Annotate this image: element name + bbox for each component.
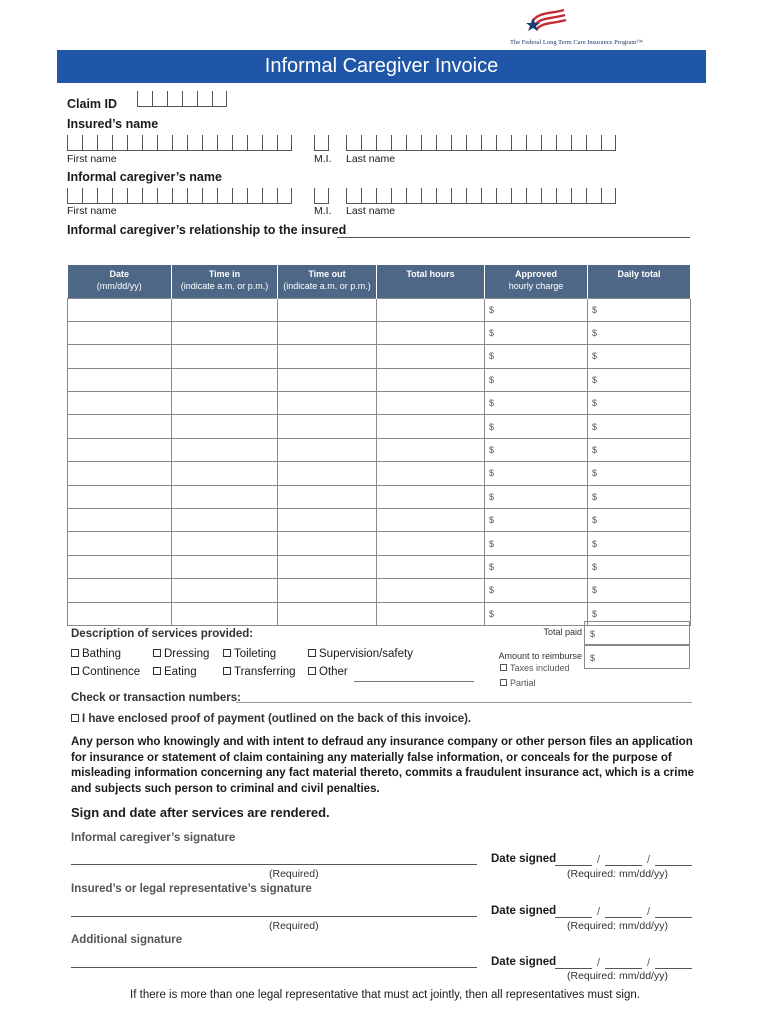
caregiver-signature-label: Informal caregiver’s signature xyxy=(71,832,236,844)
insured-first-name-label: First name xyxy=(67,153,117,165)
cell-hourly-charge[interactable]: $ xyxy=(485,602,588,625)
cell-total-hours[interactable] xyxy=(377,579,485,602)
cell-total-hours[interactable] xyxy=(377,321,485,344)
cell-time-out[interactable] xyxy=(278,345,377,368)
table-row xyxy=(68,532,691,555)
cell-hourly-charge[interactable]: $ xyxy=(485,345,588,368)
cell-daily-total[interactable]: $ xyxy=(588,298,691,321)
cell-date[interactable] xyxy=(68,579,172,602)
table-row xyxy=(68,555,691,578)
caregiver-mi-field[interactable] xyxy=(314,188,329,204)
cell-time-out[interactable] xyxy=(278,321,377,344)
additional-signature-label: Additional signature xyxy=(71,934,183,946)
cell-total-hours[interactable] xyxy=(377,509,485,532)
caregiver-name-label: Informal caregiver’s name xyxy=(67,170,222,184)
caregiver-date-required: (Required: mm/dd/yy) xyxy=(567,868,668,880)
service-eating-checkbox[interactable]: Eating xyxy=(153,666,197,678)
cell-time-out[interactable] xyxy=(278,485,377,508)
cell-time-in[interactable] xyxy=(172,602,278,625)
table-row xyxy=(68,415,691,438)
check-numbers-field[interactable] xyxy=(236,702,692,703)
table-row xyxy=(68,438,691,461)
caregiver-mi-label: M.I. xyxy=(314,205,332,217)
cell-hourly-charge[interactable]: $ xyxy=(485,509,588,532)
cell-daily-total[interactable]: $ xyxy=(588,509,691,532)
cell-date[interactable] xyxy=(68,438,172,461)
cell-hourly-charge[interactable]: $ xyxy=(485,368,588,391)
service-other-field[interactable] xyxy=(354,681,474,682)
cell-daily-total[interactable]: $ xyxy=(588,321,691,344)
table-row xyxy=(68,345,691,368)
cell-daily-total[interactable]: $ xyxy=(588,579,691,602)
cell-time-in[interactable] xyxy=(172,485,278,508)
cell-daily-total[interactable]: $ xyxy=(588,345,691,368)
additional-date-field[interactable]: / / xyxy=(555,957,692,969)
amount-reimburse-label: Amount to reimburse xyxy=(498,651,582,661)
caregiver-signature-required: (Required) xyxy=(269,868,319,880)
cell-hourly-charge[interactable]: $ xyxy=(485,321,588,344)
caregiver-first-name-label: First name xyxy=(67,205,117,217)
cell-date[interactable] xyxy=(68,532,172,555)
cell-time-in[interactable] xyxy=(172,392,278,415)
cell-daily-total[interactable]: $ xyxy=(588,532,691,555)
cell-date[interactable] xyxy=(68,321,172,344)
cell-total-hours[interactable] xyxy=(377,392,485,415)
cell-time-in[interactable] xyxy=(172,368,278,391)
cell-time-in[interactable] xyxy=(172,532,278,555)
insured-mi-field[interactable] xyxy=(314,135,329,151)
claim-id-field[interactable] xyxy=(137,91,227,107)
cell-date[interactable] xyxy=(68,298,172,321)
cell-time-out[interactable] xyxy=(278,462,377,485)
cell-time-out[interactable] xyxy=(278,555,377,578)
partial-checkbox[interactable]: Partial xyxy=(500,678,536,688)
sign-heading: Sign and date after services are rendered. xyxy=(71,805,330,820)
amount-reimburse-field[interactable]: $ xyxy=(584,645,690,669)
cell-time-in[interactable] xyxy=(172,415,278,438)
cell-daily-total[interactable]: $ xyxy=(588,602,691,625)
table-row xyxy=(68,392,691,415)
insured-first-name-field[interactable] xyxy=(67,135,292,151)
cell-daily-total[interactable]: $ xyxy=(588,415,691,438)
cell-daily-total[interactable]: $ xyxy=(588,485,691,508)
page-title: Informal Caregiver Invoice xyxy=(57,50,706,83)
cell-hourly-charge[interactable]: $ xyxy=(485,555,588,578)
cell-daily-total[interactable]: $ xyxy=(588,368,691,391)
insured-date-required: (Required: mm/dd/yy) xyxy=(567,920,668,932)
table-row xyxy=(68,509,691,532)
cell-time-out[interactable] xyxy=(278,509,377,532)
cell-total-hours[interactable] xyxy=(377,345,485,368)
cell-date[interactable] xyxy=(68,485,172,508)
cell-daily-total[interactable]: $ xyxy=(588,438,691,461)
cell-daily-total[interactable]: $ xyxy=(588,555,691,578)
cell-date[interactable] xyxy=(68,415,172,438)
caregiver-date-field[interactable]: / / xyxy=(555,854,692,866)
cell-total-hours[interactable] xyxy=(377,462,485,485)
table-row xyxy=(68,298,691,321)
cell-date[interactable] xyxy=(68,368,172,391)
cell-date[interactable] xyxy=(68,392,172,415)
cell-date[interactable] xyxy=(68,509,172,532)
service-toileting-checkbox[interactable]: Toileting xyxy=(223,648,276,660)
cell-time-out[interactable] xyxy=(278,532,377,555)
cell-time-out[interactable] xyxy=(278,415,377,438)
cell-time-in[interactable] xyxy=(172,321,278,344)
caregiver-last-name-field[interactable] xyxy=(346,188,616,204)
cell-time-out[interactable] xyxy=(278,298,377,321)
caregiver-signature-field[interactable] xyxy=(71,864,477,865)
cell-total-hours[interactable] xyxy=(377,368,485,391)
service-continence-checkbox[interactable]: Continence xyxy=(71,666,140,678)
column-header-total-hours: Total hours xyxy=(377,265,485,298)
table-row xyxy=(68,321,691,344)
column-header-approved-charge: Approved hourly charge xyxy=(485,265,588,298)
proof-of-payment-checkbox[interactable]: I have enclosed proof of payment (outlined on the back of this invoice). xyxy=(71,713,471,725)
cell-hourly-charge[interactable]: $ xyxy=(485,579,588,602)
cell-total-hours[interactable] xyxy=(377,485,485,508)
column-header-time-in: Time in (indicate a.m. or p.m.) xyxy=(172,265,278,298)
caregiver-date-signed-label: Date signed xyxy=(491,853,557,865)
total-paid-label: Total paid xyxy=(543,627,582,637)
claim-id-label: Claim ID xyxy=(67,97,118,111)
insured-date-field[interactable]: / / xyxy=(555,906,692,918)
service-transferring-checkbox[interactable]: Transferring xyxy=(223,666,296,678)
flag-star-icon xyxy=(524,8,568,36)
program-logo xyxy=(500,8,680,44)
invoice-table xyxy=(67,265,691,626)
relationship-field[interactable] xyxy=(337,237,690,238)
additional-date-required: (Required: mm/dd/yy) xyxy=(567,970,668,982)
cell-date[interactable] xyxy=(68,602,172,625)
additional-signature-field[interactable] xyxy=(71,967,477,968)
cell-hourly-charge[interactable]: $ xyxy=(485,298,588,321)
taxes-included-checkbox[interactable]: Taxes included xyxy=(500,663,570,673)
cell-time-out[interactable] xyxy=(278,602,377,625)
cell-date[interactable] xyxy=(68,555,172,578)
cell-time-in[interactable] xyxy=(172,462,278,485)
caregiver-last-name-label: Last name xyxy=(346,205,396,217)
cell-date[interactable] xyxy=(68,462,172,485)
caregiver-first-name-field[interactable] xyxy=(67,188,292,204)
cell-hourly-charge[interactable]: $ xyxy=(485,438,588,461)
footer-note: If there is more than one legal representative that must act jointly, then all representatives must sign. xyxy=(130,989,640,1001)
cell-hourly-charge[interactable]: $ xyxy=(485,462,588,485)
insured-name-label: Insured’s name xyxy=(67,117,159,131)
service-bathing-checkbox[interactable]: Bathing xyxy=(71,648,121,660)
cell-time-out[interactable] xyxy=(278,579,377,602)
cell-hourly-charge[interactable]: $ xyxy=(485,392,588,415)
cell-hourly-charge[interactable]: $ xyxy=(485,532,588,555)
cell-total-hours[interactable] xyxy=(377,555,485,578)
cell-time-in[interactable] xyxy=(172,555,278,578)
relationship-label: Informal caregiver’s relationship to the insured xyxy=(67,223,347,237)
column-header-time-out: Time out (indicate a.m. or p.m.) xyxy=(278,265,377,298)
cell-time-in[interactable] xyxy=(172,579,278,602)
service-other-checkbox[interactable]: Other xyxy=(308,666,348,678)
table-row xyxy=(68,485,691,508)
cell-time-in[interactable] xyxy=(172,345,278,368)
cell-time-in[interactable] xyxy=(172,438,278,461)
total-paid-field[interactable]: $ xyxy=(584,621,690,645)
cell-time-out[interactable] xyxy=(278,368,377,391)
service-supervision-checkbox[interactable]: Supervision/safety xyxy=(308,648,413,660)
insured-date-signed-label: Date signed xyxy=(491,905,557,917)
additional-date-signed-label: Date signed xyxy=(491,956,557,968)
cell-daily-total[interactable]: $ xyxy=(588,392,691,415)
insured-mi-label: M.I. xyxy=(314,153,332,165)
cell-time-in[interactable] xyxy=(172,509,278,532)
table-row xyxy=(68,462,691,485)
services-label: Description of services provided: xyxy=(71,628,254,640)
table-row xyxy=(68,368,691,391)
table-header-row xyxy=(68,265,691,298)
cell-total-hours[interactable] xyxy=(377,438,485,461)
fraud-notice: Any person who knowingly and with intent to defraud any insurance company or other person files an application for insurance or statement of claim containing any materially false information, or conceals for the purpose of misleading information concerning any fact material thereto, commits a fraudulent insurance act, which is a crime and subjects such person to criminal and civil penalties. xyxy=(71,736,695,795)
cell-total-hours[interactable] xyxy=(377,532,485,555)
check-numbers-label: Check or transaction numbers: xyxy=(71,692,241,704)
column-header-daily-total: Daily total xyxy=(588,265,691,298)
logo-text: The Federal Long Term Care Insurance Program™ xyxy=(510,39,643,46)
insured-signature-required: (Required) xyxy=(269,920,319,932)
insured-last-name-label: Last name xyxy=(346,153,396,165)
cell-hourly-charge[interactable]: $ xyxy=(485,415,588,438)
cell-time-out[interactable] xyxy=(278,438,377,461)
cell-date[interactable] xyxy=(68,345,172,368)
cell-total-hours[interactable] xyxy=(377,298,485,321)
cell-time-in[interactable] xyxy=(172,298,278,321)
insured-signature-label: Insured’s or legal representative’s signature xyxy=(71,883,312,895)
table-row xyxy=(68,579,691,602)
cell-time-out[interactable] xyxy=(278,392,377,415)
cell-total-hours[interactable] xyxy=(377,415,485,438)
insured-signature-field[interactable] xyxy=(71,916,477,917)
cell-total-hours[interactable] xyxy=(377,602,485,625)
cell-daily-total[interactable]: $ xyxy=(588,462,691,485)
cell-hourly-charge[interactable]: $ xyxy=(485,485,588,508)
insured-last-name-field[interactable] xyxy=(346,135,616,151)
service-dressing-checkbox[interactable]: Dressing xyxy=(153,648,209,660)
column-header-date: Date (mm/dd/yy) xyxy=(68,265,172,298)
